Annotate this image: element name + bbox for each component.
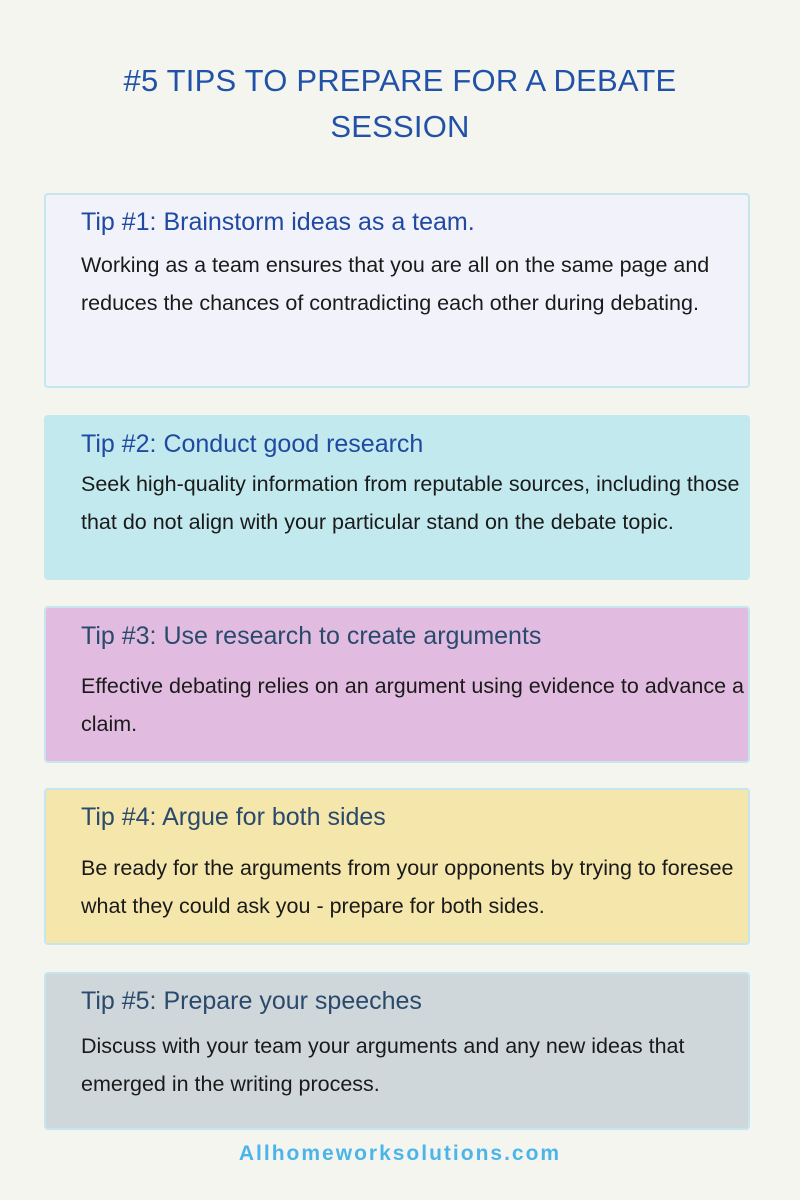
tip-3-heading: Tip #3: Use research to create arguments [81,622,542,650]
tip-card-2 [44,415,750,580]
tip-4-heading: Tip #4: Argue for both sides [81,803,386,831]
tip-card-5 [44,972,750,1130]
tip-5-body: Discuss with your team your arguments and any new ideas that emerged in the writing process. [81,1034,685,1096]
tip-4-body: Be ready for the arguments from your opponents by trying to foresee what they could ask you - prepare for both sides. [81,856,734,918]
tip-2-heading: Tip #2: Conduct good research [81,430,424,458]
tip-5-heading: Tip #5: Prepare your speeches [81,987,422,1015]
footer-website: Allhomeworksolutions.com [238,1142,562,1165]
tip-2-body: Seek high-quality information from reputable sources, including those that do not align with your particular stand on the debate topic. [81,472,740,534]
tip-card-1 [44,193,750,388]
tip-card-3 [44,606,750,763]
tip-1-body: Working as a team ensures that you are all on the same page and reduces the chances of contradicting each other during debating. [81,253,710,315]
page-title: #5 TIPS TO PREPARE FOR A DEBATE SESSION [123,63,677,144]
tip-3-body: Effective debating relies on an argument using evidence to advance a claim. [81,674,744,736]
tip-card-4 [44,788,750,945]
tip-1-heading: Tip #1: Brainstorm ideas as a team. [81,208,475,236]
